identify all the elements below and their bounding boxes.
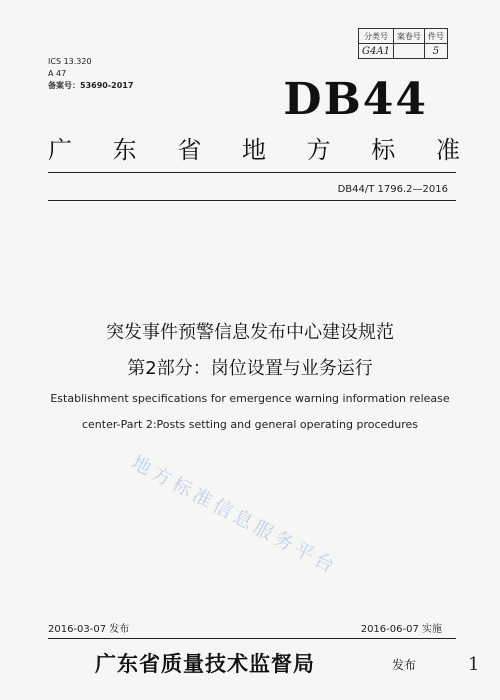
stamp-header-item: 件号 [424,29,447,44]
standard-code: DB44/T 1796.2—2016 [337,184,448,195]
document-subtitle: 第2部分：岗位设置与业务运行 [127,358,373,379]
heading-char: 方 [306,136,331,164]
watermark-text: 地方标准信息服务平台 [127,451,342,579]
issue-date: 2016-03-07 发布 [48,624,130,635]
stamp-value-category: G4A1 [359,44,394,59]
stamp-header-category: 分类号 [359,29,394,44]
implementation-date: 2016-06-07 实施 [360,624,442,635]
document-title: 突发事件预警信息发布中心建设规范 [106,322,394,343]
top-divider [48,172,456,173]
ccs-code: A 47 [48,69,67,78]
english-title-line1: Establishment specifications for emergence warning information release [50,392,450,405]
record-number: 备案号：53690-2017 [48,81,134,90]
issuing-authority: 广东省质量技术监督局 [95,651,315,676]
bottom-divider [48,638,456,639]
heading-char: 标 [371,136,396,164]
db44-logo: DB44 [283,74,428,125]
classification-stamp [358,28,448,59]
page-number: 1 [468,654,480,675]
code-divider [48,200,456,201]
standard-type-heading [48,130,460,165]
heading-char: 东 [112,136,137,164]
heading-char: 广 [48,136,72,164]
stamp-value-item: 5 [424,44,447,59]
ics-code: ICS 13.320 [48,57,92,66]
heading-char: 省 [177,136,202,164]
heading-char: 准 [435,136,460,164]
stamp-value-file [393,44,424,59]
english-title-line2: center-Part 2:Posts setting and general operating procedures [81,418,419,431]
publish-label: 发布 [392,658,417,672]
stamp-header-file: 案卷号 [393,29,424,44]
heading-char: 地 [241,136,266,164]
